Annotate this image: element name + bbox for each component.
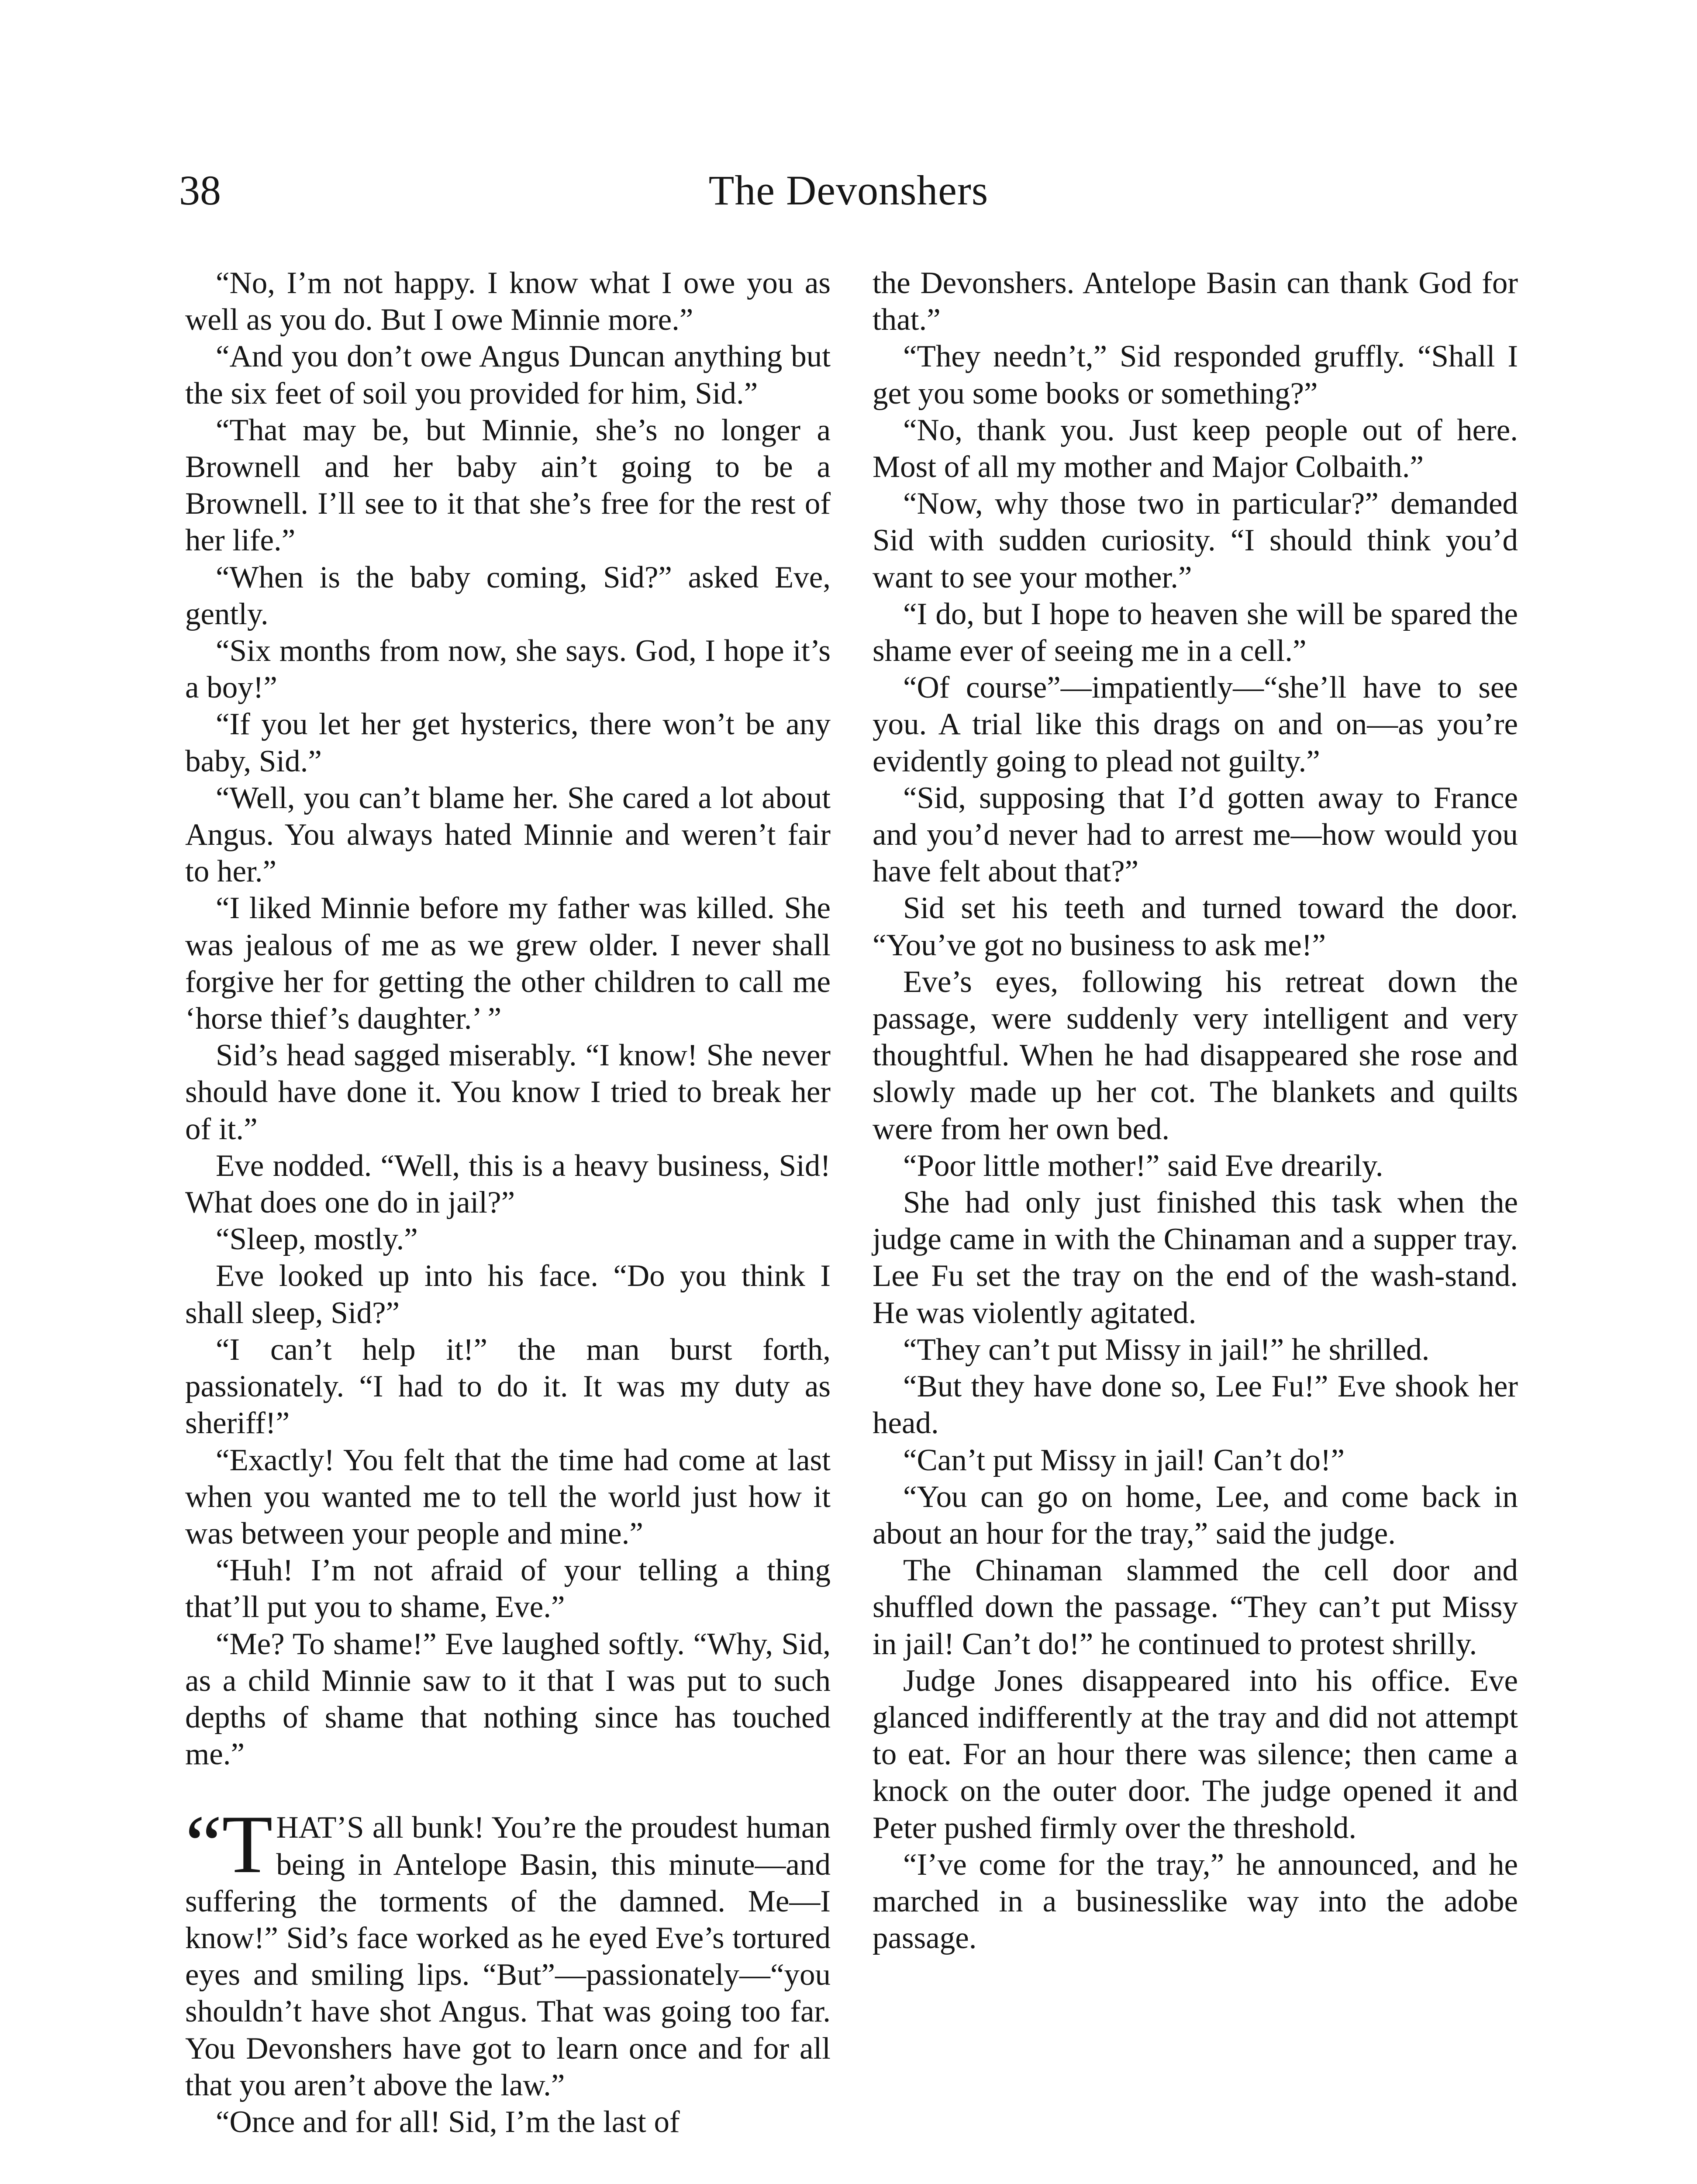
paragraph: “I’ve come for the tray,” he announced, and he marched in a businesslike way into the adobe passage.: [873, 1847, 1518, 1956]
paragraph: “They needn’t,” Sid responded gruffly. “Shall I get you some books or something?”: [873, 339, 1518, 411]
paragraph: “Of course”—impatiently—“she’ll have to see you. A trial like this drags on and on—as you’re evidently going to plead not guilty.”: [873, 670, 1518, 778]
left-column: [185, 265, 831, 2140]
paragraph: The Chinaman slammed the cell door and shuffled down the passage. “They can’t put Missy in jail! Can’t do!” he continued to protest shrilly.: [873, 1553, 1518, 1661]
paragraph: “Exactly! You felt that the time had come at last when you wanted me to tell the world just how it was between your people and mine.”: [185, 1443, 831, 1551]
paragraph: “That may be, but Minnie, she’s no longer a Brownell and her baby ain’t going to be a Brownell. I’ll see to it that she’s free for the rest of her life.”: [185, 413, 831, 558]
paragraph-continuation: the Devonshers. Antelope Basin can thank God for that.”: [873, 266, 1518, 337]
paragraph: “Six months from now, she says. God, I hope it’s a boy!”: [185, 634, 831, 705]
page-number: 38: [179, 167, 221, 214]
paragraph: Judge Jones disappeared into his office. Eve glanced indifferently at the tray and did not attempt to eat. For an hour there was silence; then came a knock on the outer door. The judge opened it and Peter pushed firmly over the threshold.: [873, 1663, 1518, 1845]
section-opening-text: HAT’S all bunk! You’re the proudest human being in Antelope Basin, this minute—and suffering the torments of the damned. Me—I know!” Sid’s face worked as he eyed Eve’s tortured eyes and smiling lips. “But”—passionately—“you shouldn’t have shot Angus. That was going too far. You Devonshers have got to learn once and for all that you aren’t above the law.”: [185, 1811, 831, 2102]
paragraph: “Poor little mother!” said Eve drearily.: [903, 1148, 1383, 1183]
paragraph: Sid’s head sagged miserably. “I know! She never should have done it. You know I tried to break her of it.”: [185, 1038, 831, 1146]
paragraph: Eve’s eyes, following his retreat down the passage, were suddenly very intelligent and very thoughtful. When he had disappeared she rose and slowly made up her cot. The blankets and quilts were from her own bed.: [873, 964, 1518, 1146]
paragraph: “Can’t put Missy in jail! Can’t do!”: [903, 1443, 1345, 1477]
paragraph: She had only just finished this task when the judge came in with the Chinaman and a supper tray. Lee Fu set the tray on the end of the wash-stand. He was violently agitated.: [873, 1185, 1518, 1330]
paragraph: “I can’t help it!” the man burst forth, passionately. “I had to do it. It was my duty as sheriff!”: [185, 1332, 831, 1441]
paragraph: “Well, you can’t blame her. She cared a lot about Angus. You always hated Minnie and weren’t fair to her.”: [185, 781, 831, 889]
paragraph: “You can go on home, Lee, and come back in about an hour for the tray,” said the judge.: [873, 1479, 1518, 1551]
paragraph: “Now, why those two in particular?” demanded Sid with sudden curiosity. “I should think you’d want to see your mother.”: [873, 487, 1518, 594]
paragraph: “Sleep, mostly.”: [216, 1222, 418, 1257]
running-head: The Devonshers: [708, 167, 989, 214]
drop-cap: “T: [185, 1799, 273, 1891]
paragraph: “I do, but I hope to heaven she will be spared the shame ever of seeing me in a cell.”: [873, 597, 1518, 668]
paragraph: Eve looked up into his face. “Do you think I shall sleep, Sid?”: [185, 1259, 831, 1330]
paragraph: “Me? To shame!” Eve laughed softly. “Why, Sid, as a child Minnie saw to it that I was put to such depths of shame that nothing since has touched me.”: [185, 1627, 831, 1772]
paragraph: “No, I’m not happy. I know what I owe you as well as you do. But I owe Minnie more.”: [185, 266, 831, 337]
paragraph: “They can’t put Missy in jail!” he shrilled.: [903, 1332, 1430, 1367]
paragraph: “When is the baby coming, Sid?” asked Eve, gently.: [185, 560, 831, 631]
paragraph: “And you don’t owe Angus Duncan anything but the six feet of soil you provided for him, Sid.”: [185, 339, 831, 411]
paragraph: “I liked Minnie before my father was killed. She was jealous of me as we grew older. I never shall forgive her for getting the other children to call me ‘horse thief’s daughter.’ ”: [185, 891, 831, 1036]
paragraph: “Once and for all! Sid, I’m the last of: [216, 2105, 680, 2139]
paragraph: “No, thank you. Just keep people out of here. Most of all my mother and Major Colbaith.”: [873, 413, 1518, 484]
paragraph: Sid set his teeth and turned toward the door. “You’ve got no business to ask me!”: [873, 891, 1518, 962]
right-column: [873, 265, 1518, 1956]
paragraph: “If you let her get hysterics, there won’t be any baby, Sid.”: [185, 707, 831, 778]
paragraph: Eve nodded. “Well, this is a heavy business, Sid! What does one do in jail?”: [185, 1148, 831, 1220]
paragraph: “Huh! I’m not afraid of your telling a thing that’ll put you to shame, Eve.”: [185, 1553, 831, 1624]
section-opening-paragraph: [185, 1799, 831, 2104]
paragraph: “Sid, supposing that I’d gotten away to France and you’d never had to arrest me—how would you have felt about that?”: [873, 781, 1518, 889]
paragraph: “But they have done so, Lee Fu!” Eve shook her head.: [873, 1369, 1518, 1441]
